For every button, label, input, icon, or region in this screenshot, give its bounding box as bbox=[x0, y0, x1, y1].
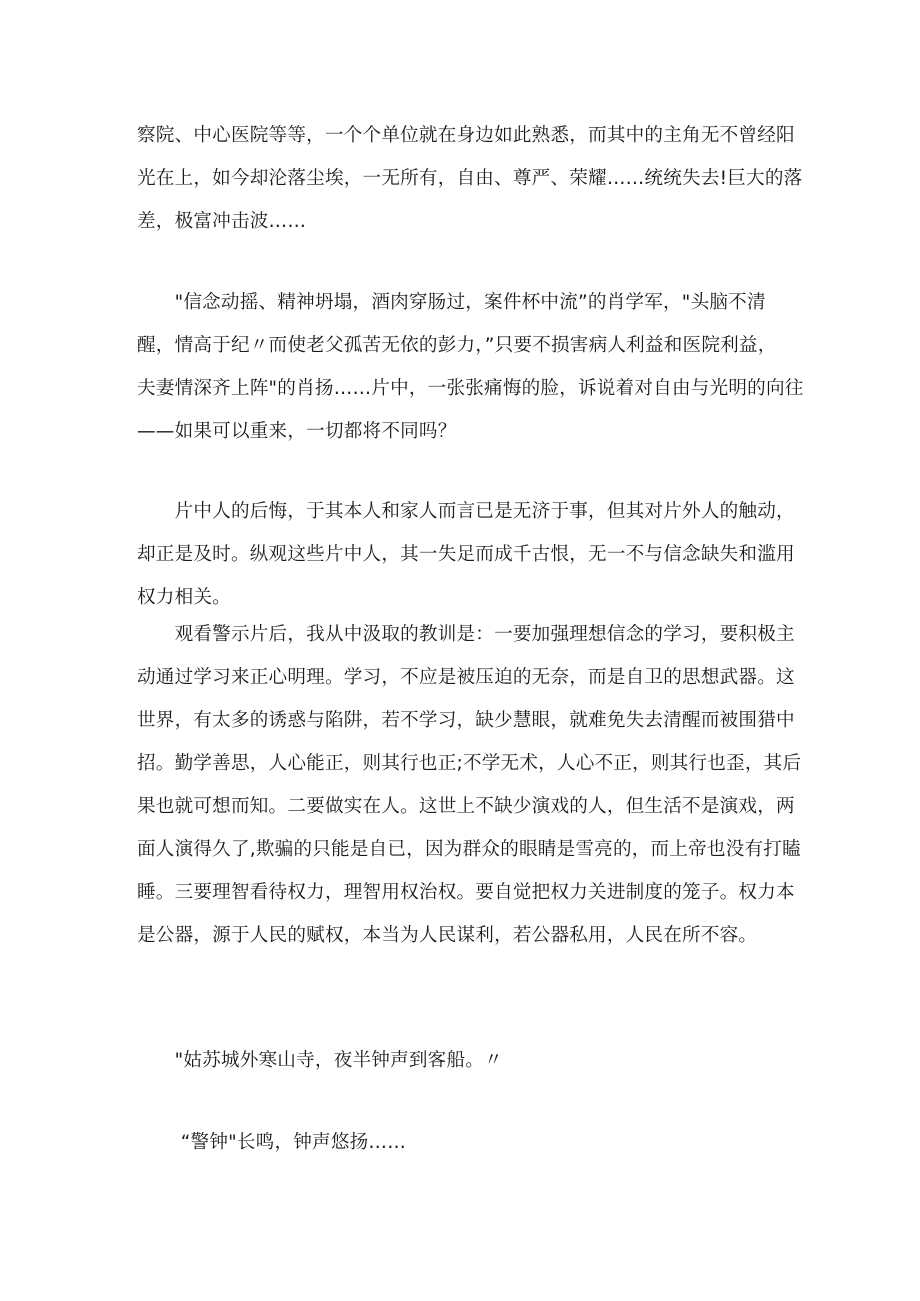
text-line: 夫妻情深齐上阵"的肖扬……片中，一张张痛悔的脸，诉说着对自由与光明的向往 bbox=[137, 378, 804, 399]
text-line: “警钟"长鸣，钟声悠扬…… bbox=[137, 1132, 407, 1153]
text-line: 片中人的后悔，于其本人和家人而言已是无济于事，但其对片外人的触动， bbox=[137, 501, 795, 522]
paragraph-4 bbox=[137, 613, 809, 957]
paragraph-2 bbox=[137, 281, 809, 453]
text-line: 却正是及时。纵观这些片中人，其一失足而成千古恨，无一不与信念缺失和滥用 bbox=[137, 544, 795, 565]
text-line: 差，极富冲击波…… bbox=[137, 211, 307, 232]
text-line: ——如果可以重来，一切都将不同吗？ bbox=[137, 421, 457, 442]
text-line: 动通过学习来正心明理。学习，不应是被压迫的无奈，而是自卫的思想武器。这 bbox=[137, 667, 795, 688]
text-line: 察院、中心医院等等，一个个单位就在身边如此熟悉，而其中的主角无不曾经阳 bbox=[137, 125, 795, 146]
text-line: 招。勤学善思，人心能正，则其行也正;不学无术，人心不正，则其行也歪，其后 bbox=[137, 753, 802, 774]
paragraph-3 bbox=[137, 490, 809, 619]
paragraph-1 bbox=[137, 114, 809, 243]
text-line: "信念动摇、精神坍塌，酒肉穿肠过，案件杯中流”的肖学军，"头脑不清 bbox=[137, 292, 766, 313]
text-line: 世界，有太多的诱惑与陷阱，若不学习，缺少慧眼，就难免失去清醒而被围猎中 bbox=[137, 710, 795, 731]
text-line: 面人演得久了,欺骗的只能是自已，因为群众的眼睛是雪亮的，而上帝也没有打瞌 bbox=[137, 839, 801, 860]
text-line: 权力相关。 bbox=[137, 587, 231, 608]
text-line: 是公器，源于人民的赋权，本当为人民谋利，若公器私用，人民在所不容。 bbox=[137, 925, 758, 946]
text-line: 光在上，如今却沦落尘埃，一无所有，自由、尊严、荣耀……统统失去!巨大的落 bbox=[137, 168, 803, 189]
paragraph-5 bbox=[137, 1039, 809, 1082]
text-line: 果也就可想而知。二要做实在人。这世上不缺少演戏的人，但生活不是演戏，两 bbox=[137, 796, 795, 817]
text-line: 醒，情高于纪〃而使老父孤苦无依的彭力，”只要不损害病人利益和医院利益， bbox=[137, 335, 777, 356]
text-line: 睡。三要理智看待权力，理智用权治权。要自觉把权力关进制度的笼子。权力本 bbox=[137, 882, 795, 903]
text-line: "姑苏城外寒山寺，夜半钟声到客船。〃 bbox=[137, 1050, 503, 1071]
text-line: 观看警示片后，我从中汲取的教训是：一要加强理想信念的学习，要积极主 bbox=[137, 624, 795, 645]
paragraph-6 bbox=[137, 1121, 809, 1164]
